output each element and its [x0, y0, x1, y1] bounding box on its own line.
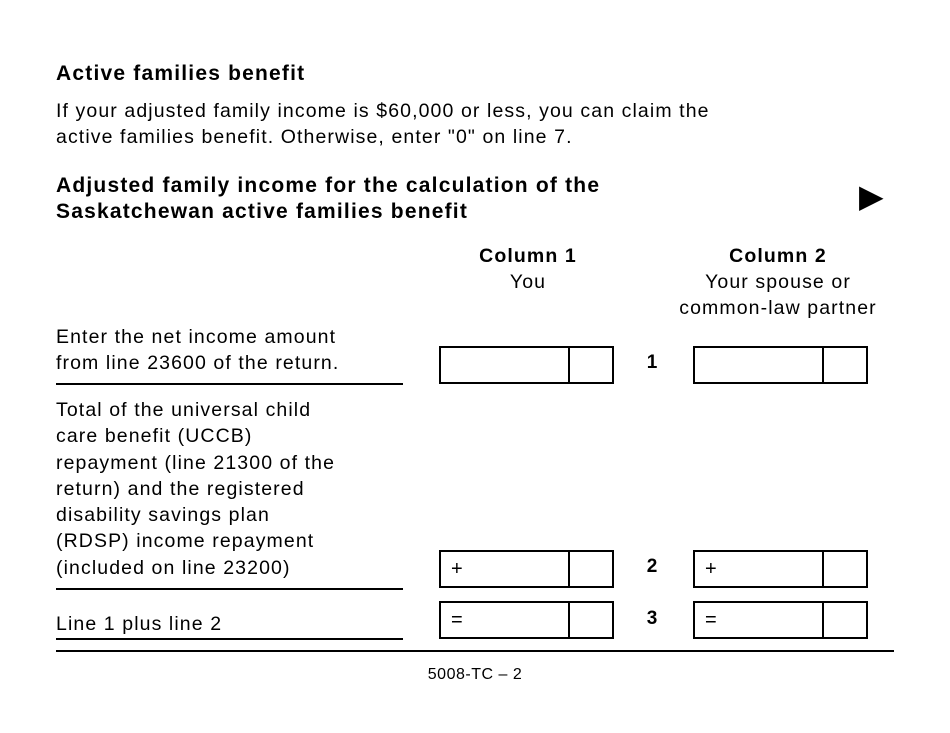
line-2-column-1-field[interactable] — [439, 550, 614, 588]
description-text: Total of the universal child — [56, 399, 312, 421]
line-1-column-2-field[interactable] — [693, 346, 868, 384]
description-text: return) and the registered — [56, 477, 305, 500]
line-1-column-1-field[interactable] — [439, 346, 614, 384]
plus-operator: + — [705, 558, 717, 580]
description-text: repayment (line 21300 of the — [56, 451, 336, 474]
column-1-subtitle: You — [509, 271, 547, 293]
line-2-rule — [56, 588, 403, 590]
line-2-description — [56, 397, 335, 581]
intro-text — [56, 98, 856, 150]
column-2-title: Column 2 — [729, 245, 827, 267]
subheading — [56, 173, 600, 225]
column-2-subtitle: common-law partner — [679, 297, 877, 319]
continue-arrow-icon: ▶ — [859, 178, 884, 214]
intro-line: active families benefit. Otherwise, enter "0" on line 7. — [56, 126, 573, 148]
description-text: Enter the net income amount — [56, 326, 337, 348]
amount-dollars[interactable] — [441, 603, 570, 637]
line-number-1: 1 — [646, 352, 658, 373]
description-text: disability savings plan — [56, 504, 270, 527]
description-text: (RDSP) income repayment — [56, 530, 315, 553]
description-text: Line 1 plus line 2 — [56, 613, 223, 635]
amount-cents[interactable] — [824, 348, 866, 382]
line-3-column-1-field[interactable] — [439, 601, 614, 639]
line-number-3: 3 — [646, 608, 658, 629]
subheading-line: Adjusted family income for the calculation of the — [56, 174, 601, 197]
amount-dollars[interactable] — [695, 603, 824, 637]
line-2-column-2-field[interactable] — [693, 550, 868, 588]
column-1-title: Column 1 — [479, 245, 577, 267]
section-title: Active families benefit — [56, 62, 306, 85]
equals-operator: = — [705, 609, 717, 631]
equals-operator: = — [451, 609, 463, 631]
line-3-rule — [56, 638, 403, 640]
line-3-column-2-field[interactable] — [693, 601, 868, 639]
section-bottom-rule — [56, 650, 894, 652]
line-3-description — [56, 611, 222, 637]
intro-line: If your adjusted family income is $60,000 or less, you can claim the — [56, 100, 710, 122]
line-1-description — [56, 324, 339, 377]
description-text: from line 23600 of the return. — [56, 352, 340, 375]
amount-dollars[interactable] — [441, 552, 570, 586]
description-text: care benefit (UCCB) — [56, 425, 253, 448]
description-text: (included on line 23200) — [56, 556, 291, 579]
amount-dollars[interactable] — [441, 348, 570, 382]
subheading-line: Saskatchewan active families benefit — [56, 200, 469, 223]
column-1-header — [450, 243, 606, 295]
amount-cents[interactable] — [570, 603, 612, 637]
amount-dollars[interactable] — [695, 348, 824, 382]
column-2-header — [650, 243, 906, 321]
amount-cents[interactable] — [824, 552, 866, 586]
amount-cents[interactable] — [570, 552, 612, 586]
amount-cents[interactable] — [570, 348, 612, 382]
amount-dollars[interactable] — [695, 552, 824, 586]
plus-operator: + — [451, 558, 463, 580]
line-1-rule — [56, 383, 403, 385]
column-2-subtitle: Your spouse or — [705, 271, 851, 293]
form-code: 5008-TC – 2 — [427, 666, 523, 683]
amount-cents[interactable] — [824, 603, 866, 637]
line-number-2: 2 — [646, 556, 658, 577]
